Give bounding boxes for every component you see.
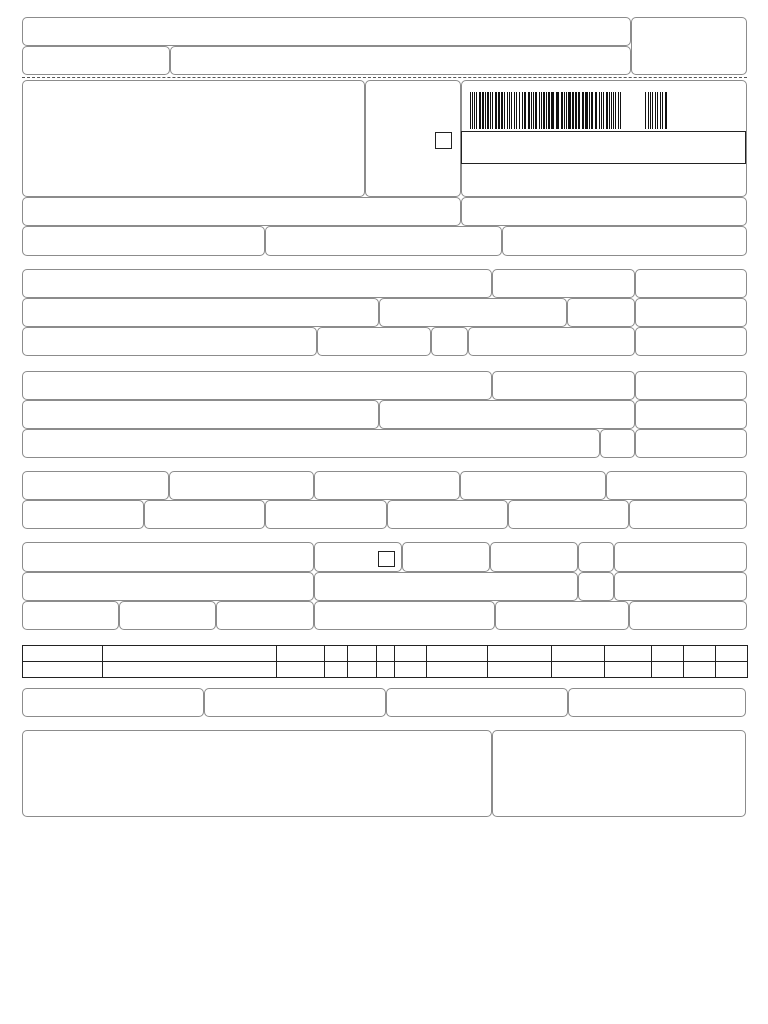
header-field-code[interactable] bbox=[22, 46, 170, 75]
s1-name-field[interactable] bbox=[22, 269, 492, 298]
table-cell[interactable] bbox=[427, 646, 488, 662]
table-cell[interactable] bbox=[23, 662, 103, 678]
table-cell[interactable] bbox=[277, 646, 325, 662]
table-cell[interactable] bbox=[716, 662, 748, 678]
date-field-2[interactable] bbox=[265, 226, 502, 256]
s3-field-4[interactable] bbox=[460, 471, 606, 500]
table-cell[interactable] bbox=[325, 646, 348, 662]
s2-name-field[interactable] bbox=[22, 371, 492, 400]
barcode-icon bbox=[470, 92, 670, 129]
table-cell[interactable] bbox=[652, 662, 684, 678]
reference-aux-field[interactable] bbox=[461, 197, 747, 226]
s4-field-8[interactable] bbox=[314, 572, 578, 601]
table-cell[interactable] bbox=[684, 662, 716, 678]
notes-field[interactable] bbox=[22, 730, 492, 817]
s4-field-14[interactable] bbox=[314, 601, 495, 630]
s3-field-5[interactable] bbox=[606, 471, 747, 500]
s4-field-9[interactable] bbox=[578, 572, 614, 601]
table-row bbox=[23, 662, 748, 678]
date-field-1[interactable] bbox=[22, 226, 265, 256]
s1-zip-field[interactable] bbox=[317, 327, 431, 356]
table-cell[interactable] bbox=[103, 662, 277, 678]
table-cell[interactable] bbox=[716, 646, 748, 662]
s4-field-5[interactable] bbox=[578, 542, 614, 572]
signature-field[interactable] bbox=[492, 730, 746, 817]
table-row bbox=[23, 646, 748, 662]
tear-off-line bbox=[22, 77, 747, 78]
table-cell[interactable] bbox=[552, 662, 605, 678]
s4-field-11[interactable] bbox=[22, 601, 119, 630]
header-field-description[interactable] bbox=[170, 46, 631, 75]
table-cell[interactable] bbox=[377, 662, 395, 678]
date-field-3[interactable] bbox=[502, 226, 747, 256]
s3-field-9[interactable] bbox=[387, 500, 508, 529]
table-cell[interactable] bbox=[377, 646, 395, 662]
table-cell[interactable] bbox=[348, 662, 377, 678]
table-cell[interactable] bbox=[605, 662, 652, 678]
s1-email-field[interactable] bbox=[635, 327, 747, 356]
s1-district-field[interactable] bbox=[379, 298, 567, 327]
total-field-2[interactable] bbox=[204, 688, 386, 717]
table-cell[interactable] bbox=[427, 662, 488, 678]
s1-street-field[interactable] bbox=[22, 298, 379, 327]
header-field-title[interactable] bbox=[22, 17, 631, 46]
s3-field-3[interactable] bbox=[314, 471, 460, 500]
s1-city-field[interactable] bbox=[22, 327, 317, 356]
s4-field-3[interactable] bbox=[402, 542, 490, 572]
table-cell[interactable] bbox=[605, 646, 652, 662]
reference-field[interactable] bbox=[22, 197, 461, 226]
s2-district-field[interactable] bbox=[379, 400, 635, 429]
s4-field-15[interactable] bbox=[495, 601, 629, 630]
table-cell[interactable] bbox=[652, 646, 684, 662]
s2-extra-field[interactable] bbox=[635, 371, 747, 400]
s2-city-field[interactable] bbox=[22, 429, 600, 458]
s2-id-field[interactable] bbox=[492, 371, 635, 400]
s1-number-field[interactable] bbox=[567, 298, 635, 327]
payer-checkbox[interactable] bbox=[378, 551, 395, 567]
header-checkbox[interactable] bbox=[435, 132, 452, 149]
s1-id-field[interactable] bbox=[492, 269, 635, 298]
s3-field-2[interactable] bbox=[169, 471, 314, 500]
s3-field-6[interactable] bbox=[22, 500, 144, 529]
total-field-1[interactable] bbox=[22, 688, 204, 717]
table-cell[interactable] bbox=[277, 662, 325, 678]
s3-field-8[interactable] bbox=[265, 500, 387, 529]
barcode-number-field[interactable] bbox=[461, 131, 746, 164]
recipient-address-field[interactable] bbox=[22, 80, 365, 197]
table-cell[interactable] bbox=[488, 646, 552, 662]
s1-phone-field[interactable] bbox=[468, 327, 635, 356]
table-cell[interactable] bbox=[23, 646, 103, 662]
total-field-4[interactable] bbox=[568, 688, 746, 717]
table-cell[interactable] bbox=[395, 662, 427, 678]
table-cell[interactable] bbox=[684, 646, 716, 662]
table-cell[interactable] bbox=[348, 646, 377, 662]
s2-street-field[interactable] bbox=[22, 400, 379, 429]
s4-field-1[interactable] bbox=[22, 542, 314, 572]
s2-complement-field[interactable] bbox=[635, 400, 747, 429]
header-field-stamp[interactable] bbox=[631, 17, 747, 75]
s1-extra-field[interactable] bbox=[635, 269, 747, 298]
s4-field-16[interactable] bbox=[629, 601, 747, 630]
items-table bbox=[22, 645, 748, 678]
s3-field-7[interactable] bbox=[144, 500, 265, 529]
table-cell[interactable] bbox=[488, 662, 552, 678]
s4-field-10[interactable] bbox=[614, 572, 747, 601]
table-cell[interactable] bbox=[395, 646, 427, 662]
s3-field-11[interactable] bbox=[629, 500, 747, 529]
table-cell[interactable] bbox=[552, 646, 605, 662]
s1-complement-field[interactable] bbox=[635, 298, 747, 327]
s2-phone-field[interactable] bbox=[635, 429, 747, 458]
s2-state-field[interactable] bbox=[600, 429, 635, 458]
s1-state-field[interactable] bbox=[431, 327, 468, 356]
table-cell[interactable] bbox=[103, 646, 277, 662]
total-field-3[interactable] bbox=[386, 688, 568, 717]
s4-field-12[interactable] bbox=[119, 601, 216, 630]
s3-field-10[interactable] bbox=[508, 500, 629, 529]
s4-field-6[interactable] bbox=[614, 542, 747, 572]
s4-field-13[interactable] bbox=[216, 601, 314, 630]
table-cell[interactable] bbox=[325, 662, 348, 678]
s4-field-4[interactable] bbox=[490, 542, 578, 572]
s3-field-1[interactable] bbox=[22, 471, 169, 500]
s4-field-7[interactable] bbox=[22, 572, 314, 601]
